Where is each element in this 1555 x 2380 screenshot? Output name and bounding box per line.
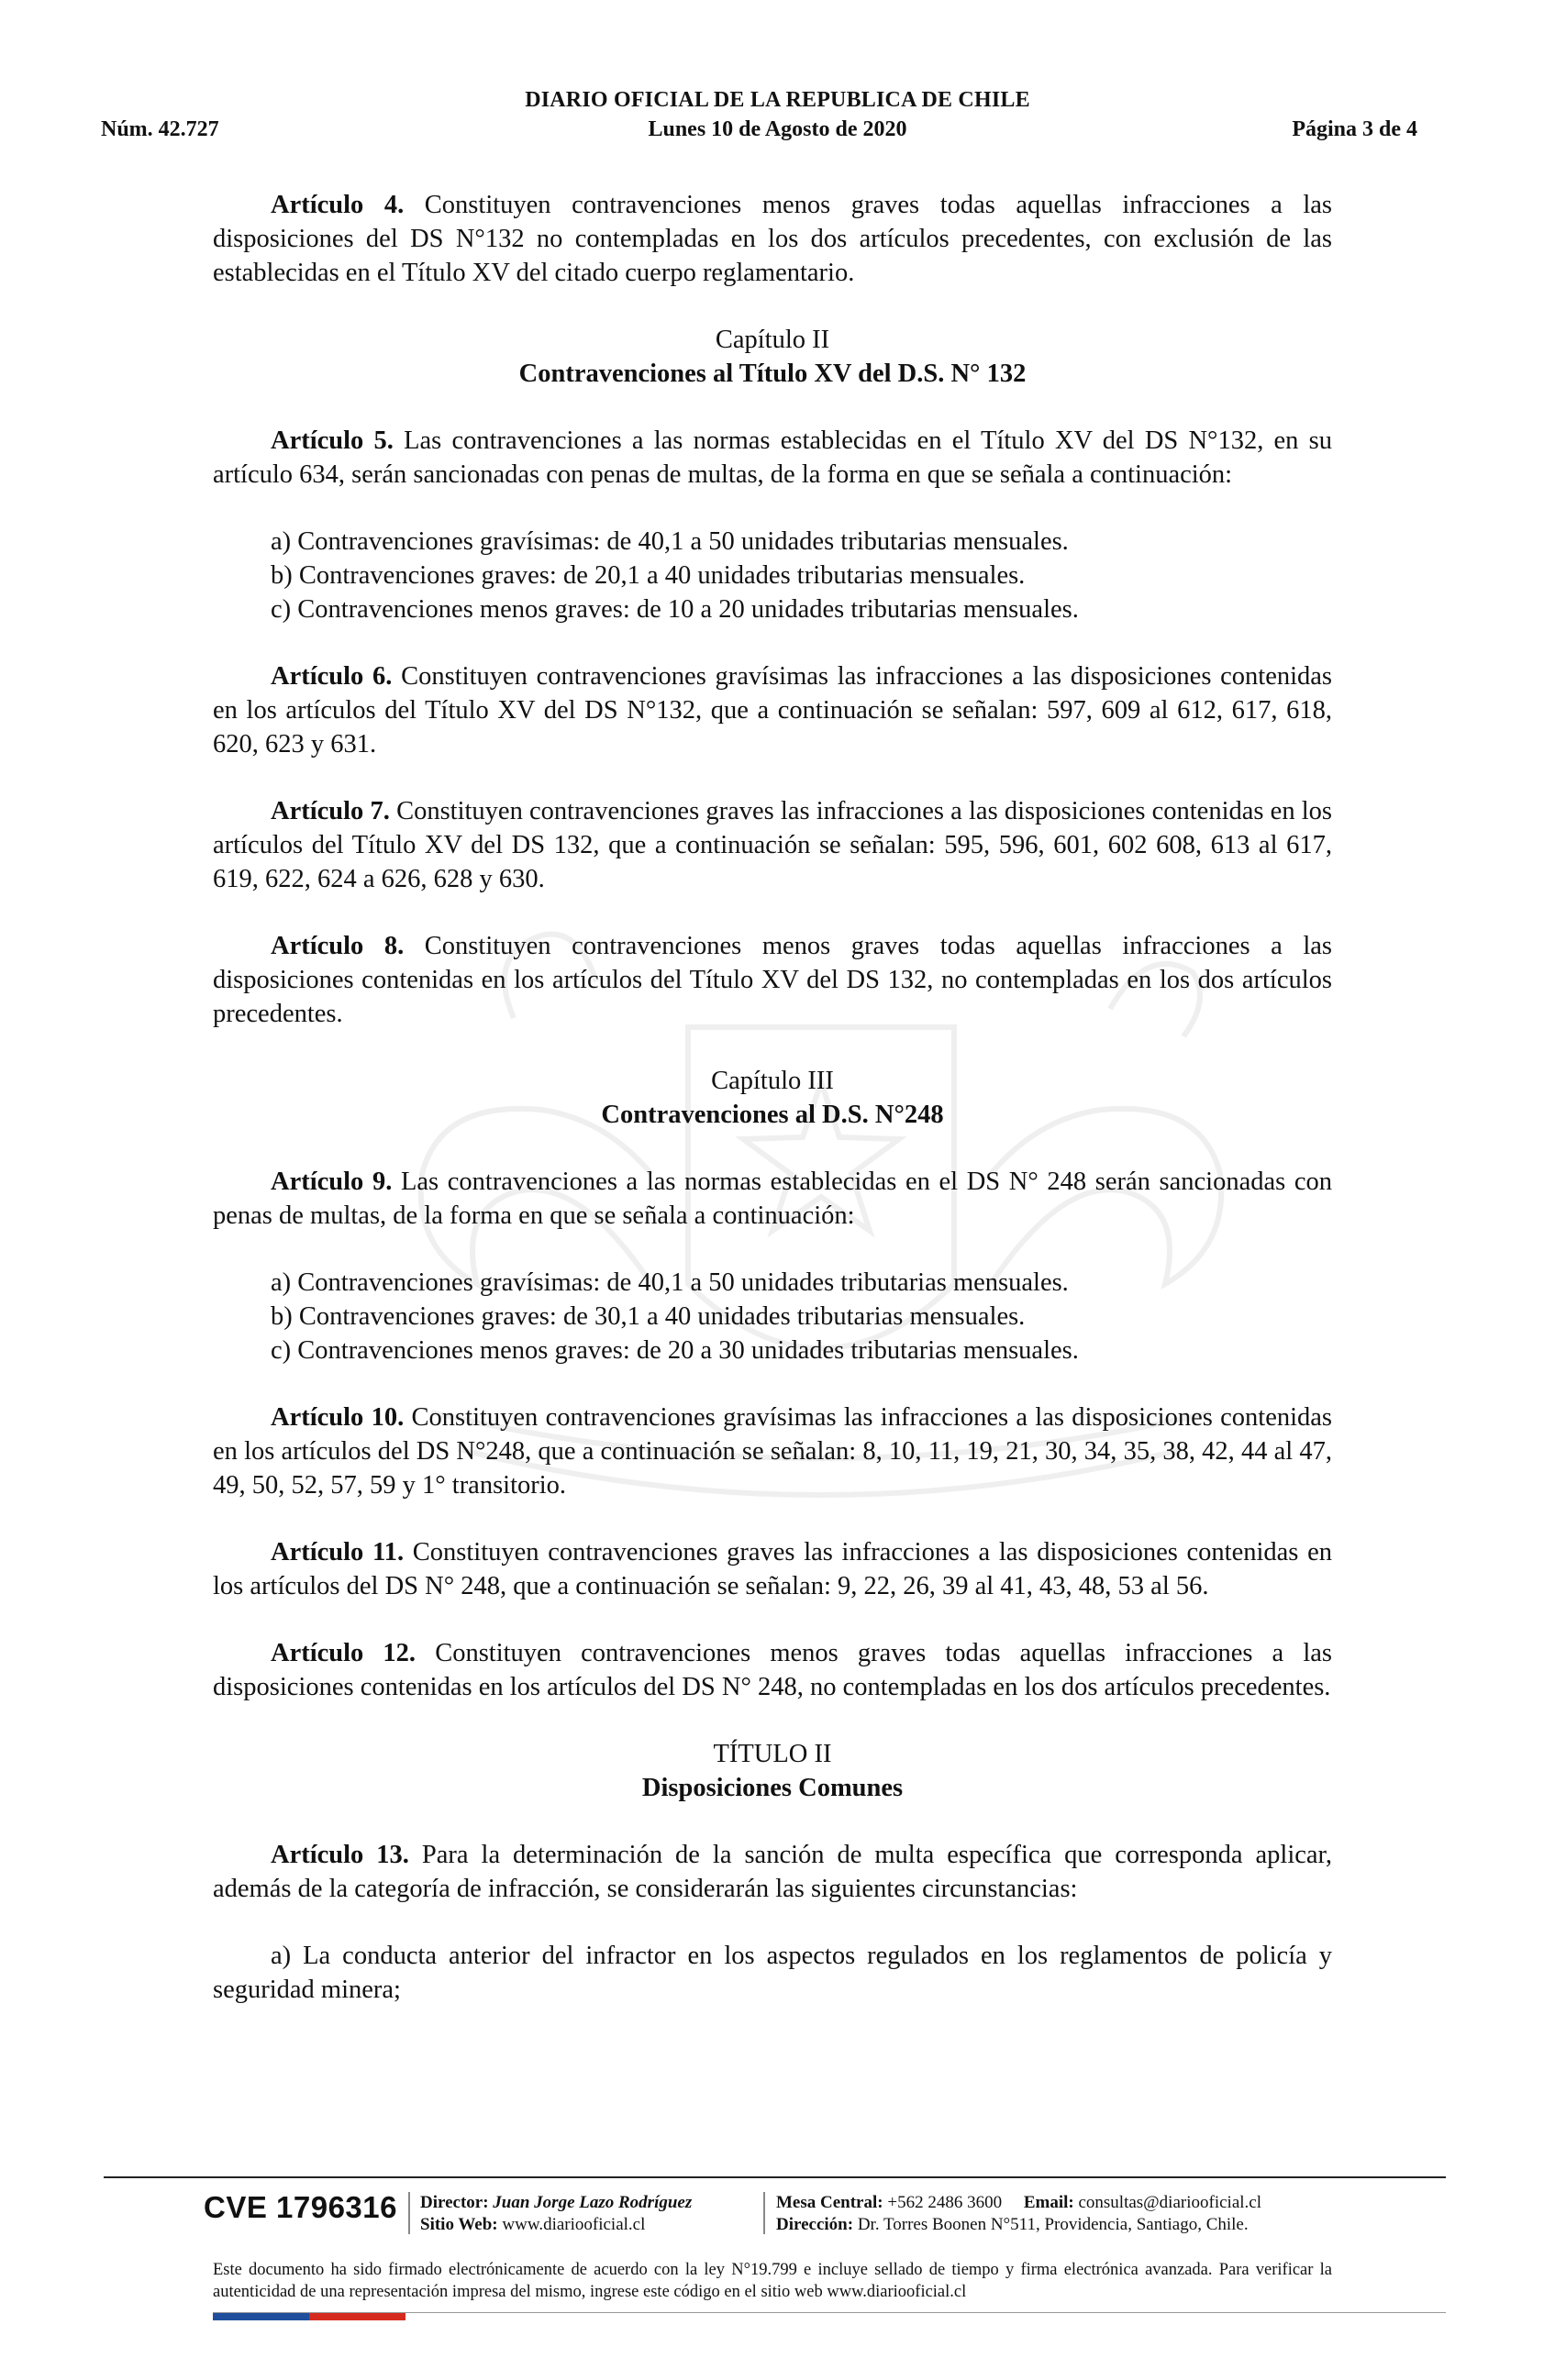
legal-notice: Este documento ha sido firmado electrónicamente de acuerdo con la ley N°19.799 e incluye sellado de tiempo y firma electrónica avanzada. Para verificar la autenticidad de una representación impresa del mismo, ingrese este código en el sitio web www.diariooficial.cl	[213, 2261, 1332, 2301]
article-9	[213, 1165, 1332, 1233]
title-name: Disposiciones Comunes	[641, 1774, 904, 1802]
list-item: b) Contravenciones graves: de 20,1 a 40 unidades tributarias mensuales.	[271, 561, 1026, 590]
article-12	[213, 1636, 1332, 1704]
list-item: b) Contravenciones graves: de 30,1 a 40 unidades tributarias mensuales.	[271, 1302, 1026, 1331]
publication-title: DIARIO OFICIAL DE LA REPUBLICA DE CHILE	[525, 88, 1030, 112]
footer-contact-block	[776, 2192, 1261, 2236]
article-text: Constituyen contravenciones gravísimas las infracciones a las disposiciones contenidas en los artículos del DS N°248, que a continuación se señalan: 8, 10, 11, 19, 21, 30, 34, 35, 38, 42, 44 al 47, 49, 50, 52, 57, 59 y 1° transitorio.	[213, 1403, 1333, 1500]
list-item: a) Contravenciones gravísimas: de 40,1 a 50 unidades tributarias mensuales.	[271, 1268, 1069, 1297]
website-link[interactable]: www.diariooficial.cl	[502, 2215, 646, 2234]
flag-blue-segment	[213, 2313, 309, 2320]
flag-red-segment	[309, 2313, 405, 2320]
chapter-2-heading	[213, 323, 1332, 391]
footer-separator	[763, 2192, 765, 2234]
chapter-title: Contravenciones al Título XV del D.S. N° 132	[518, 360, 1027, 388]
article-4	[213, 188, 1332, 290]
article-label: Artículo 12.	[271, 1639, 417, 1667]
list-item: a) Contravenciones gravísimas: de 40,1 a 50 unidades tributarias mensuales.	[271, 527, 1069, 556]
chapter-number: Capítulo III	[711, 1067, 834, 1095]
title-number: TÍTULO II	[713, 1740, 832, 1768]
article-8	[213, 929, 1332, 1031]
chile-flag-stripe-icon	[213, 2313, 405, 2320]
article-5-penalty-list	[213, 525, 1332, 626]
page-header	[0, 0, 1555, 156]
article-7	[213, 794, 1332, 896]
list-item: c) Contravenciones menos graves: de 10 a 20 unidades tributarias mensuales.	[271, 595, 1079, 624]
cve-code: CVE 1796316	[204, 2190, 397, 2224]
article-text: Constituyen contravenciones menos graves todas aquellas infracciones a las disposiciones del DS N°132 no contempladas en los dos artículos precedentes, con exclusión de las establecidas en el Título XV del citado cuerpo reglamentario.	[213, 191, 1332, 287]
phone-number: +562 2486 3600	[887, 2193, 1003, 2212]
title-2-heading	[213, 1737, 1332, 1805]
document-body	[213, 188, 1332, 2040]
article-text: Las contravenciones a las normas establecidas en el Título XV del DS N°132, en su artículo 634, serán sancionadas con penas de multas, de la forma en que se señala a continuación:	[213, 426, 1332, 489]
footer-director-block	[420, 2192, 692, 2236]
article-text: Constituyen contravenciones graves las infracciones a las disposiciones contenidas en los artículos del DS N° 248, que a continuación se señalan: 9, 22, 26, 39 al 41, 43, 48, 53 al 56.	[213, 1538, 1332, 1600]
director-label: Director:	[420, 2193, 489, 2212]
address-text: Dr. Torres Boonen N°511, Providencia, Santiago, Chile.	[857, 2215, 1249, 2234]
page-indicator: Página 3 de 4	[1292, 117, 1417, 141]
article-text: Constituyen contravenciones menos graves todas aquellas infracciones a las disposiciones contenidas en los artículos del Título XV del DS 132, no contempladas en los dos artículos precedentes.	[213, 932, 1332, 1028]
article-label: Artículo 11.	[271, 1538, 405, 1566]
chapter-title: Contravenciones al D.S. N°248	[601, 1101, 944, 1129]
article-10	[213, 1400, 1332, 1502]
address-label: Dirección:	[776, 2215, 854, 2234]
article-5	[213, 424, 1332, 492]
article-text: Constituyen contravenciones gravísimas las infracciones a las disposiciones contenidas en los artículos del Título XV del DS N°132, que a continuación se señalan: 597, 609 al 612, 617, 618, 620, 623 y 631.	[213, 662, 1333, 758]
article-text: Constituyen contravenciones graves las infracciones a las disposiciones contenidas en los artículos del Título XV del DS 132, que a continuación se señalan: 595, 596, 601, 602 608, 613 al 617, 619, 622, 624 a 626, 628 y 630.	[213, 797, 1333, 893]
footer-divider	[104, 2176, 1446, 2178]
article-text: Para la determinación de la sanción de multa específica que corresponda aplicar, además de la categoría de infracción, se considerarán las siguientes circunstancias:	[213, 1841, 1333, 1903]
article-text: Las contravenciones a las normas establecidas en el DS N° 248 serán sancionadas con penas de multas, de la forma en que se señala a continuación:	[213, 1168, 1333, 1230]
article-11	[213, 1535, 1332, 1603]
article-text: Constituyen contravenciones menos graves todas aquellas infracciones a las disposiciones contenidas en los artículos del DS N° 248, no contempladas en los dos artículos precedentes.	[213, 1639, 1332, 1701]
director-name: Juan Jorge Lazo Rodríguez	[493, 2193, 693, 2212]
article-label: Artículo 6.	[271, 662, 393, 691]
website-label: Sitio Web:	[420, 2215, 498, 2234]
footer-separator	[408, 2192, 410, 2234]
article-label: Artículo 8.	[271, 932, 405, 960]
article-6	[213, 659, 1332, 761]
article-label: Artículo 4.	[271, 191, 405, 219]
chapter-3-heading	[213, 1064, 1332, 1132]
article-label: Artículo 10.	[271, 1403, 405, 1432]
issue-date: Lunes 10 de Agosto de 2020	[648, 117, 907, 141]
article-label: Artículo 7.	[271, 797, 390, 825]
email-label: Email:	[1023, 2193, 1074, 2212]
chapter-number: Capítulo II	[715, 326, 830, 354]
article-label: Artículo 13.	[271, 1841, 409, 1869]
list-item: c) Contravenciones menos graves: de 20 a 30 unidades tributarias mensuales.	[271, 1336, 1079, 1365]
issue-number: Núm. 42.727	[101, 117, 219, 141]
email-link[interactable]: consultas@diariooficial.cl	[1078, 2193, 1261, 2212]
phone-label: Mesa Central:	[776, 2193, 883, 2212]
article-13-item-a: a) La conducta anterior del infractor en los aspectos regulados en los reglamentos de policía y seguridad minera;	[213, 1942, 1332, 2004]
article-label: Artículo 5.	[271, 426, 394, 455]
article-label: Artículo 9.	[271, 1168, 393, 1196]
article-13	[213, 1838, 1332, 1906]
article-9-penalty-list	[213, 1266, 1332, 1367]
